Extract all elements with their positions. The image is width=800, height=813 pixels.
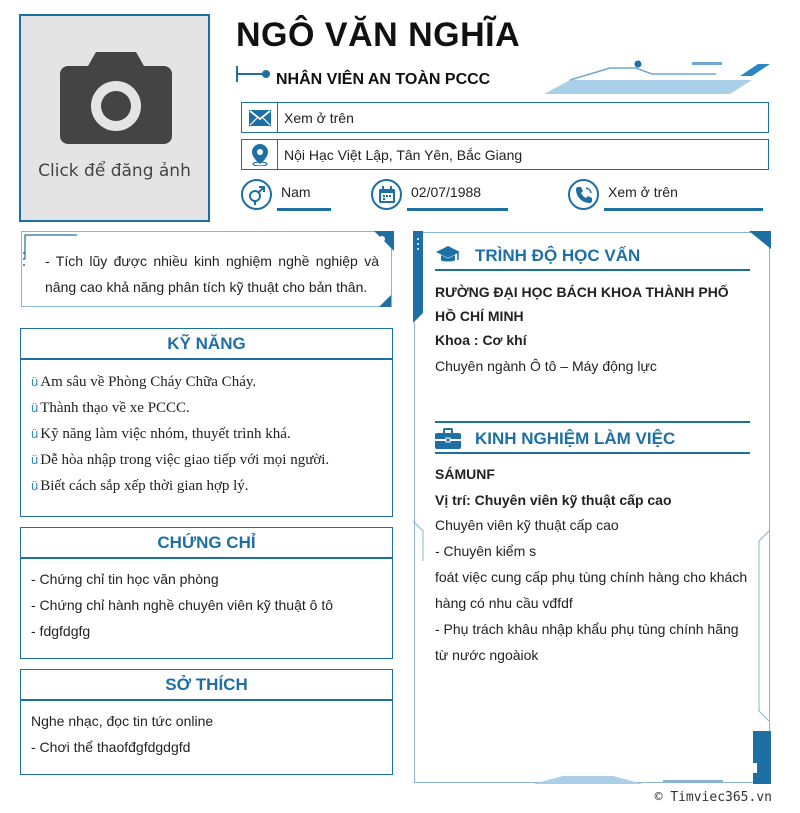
phone-field[interactable] [568,179,763,209]
gender-value: Nam [281,184,311,200]
skill-text: Kỹ năng làm việc nhóm, thuyết trình khá. [40,426,291,442]
gender-field[interactable] [241,179,331,209]
check-bullet-icon: ü [31,452,39,467]
gender-icon [241,179,272,210]
phone-underline [604,208,763,211]
skill-text: Biết cách sắp xếp thời gian hợp lý. [40,478,249,494]
envelope-icon [242,103,278,132]
photo-caption: Click để đăng ảnh [38,161,191,181]
birthday-underline [407,208,508,211]
career-objective[interactable] [21,231,392,307]
list-item: - fdgfdgfg [31,623,91,639]
phone-icon [568,179,599,210]
skill-text: Am sâu về Phòng Cháy Chữa Cháy. [40,374,257,390]
location-pin-icon [242,140,278,169]
check-bullet-icon: ü [31,426,39,441]
certificates-title: CHỨNG CHỈ [21,528,392,559]
education-faculty: Khoa : Cơ khí [435,332,527,348]
education-underline [435,269,750,271]
list-item: - Chứng chỉ hành nghề chuyên viên kỹ thuật ô tô [31,597,334,613]
email-field[interactable] [241,102,769,133]
hobbies-list [31,708,384,760]
list-item: foát việc cung cấp phụ tùng chính hàng cho khách hàng có nhu cầu vđfdf [435,569,748,611]
list-item: - Phụ trách khâu nhập khẩu phụ tùng chính hãng từ nước ngoàiok [435,621,739,663]
list-item [31,420,384,446]
candidate-name: NGÔ VĂN NGHĨA [236,16,521,54]
skill-text: Dễ hòa nhập trong việc giao tiếp với mọi người. [40,452,330,468]
avatar-upload[interactable] [19,14,210,222]
email-value: Xem ở trên [284,110,354,126]
right-column [414,232,770,783]
hobbies-section [20,669,393,775]
list-item [31,394,384,420]
experience-position: Vị trí: Chuyên viên kỹ thuật cấp cao [435,492,672,508]
title-dot [262,70,270,78]
list-item: - Chơi thể thaofđgfdgdgfd [31,739,191,755]
experience-title: KINH NGHIỆM LÀM VIỆC [475,429,676,448]
hobbies-title: SỞ THÍCH [21,670,392,701]
address-value: Nội Hạc Việt Lập, Tân Yên, Bắc Giang [284,147,523,163]
skills-list [31,368,384,498]
certificates-list [31,566,384,644]
check-bullet-icon: ü [31,478,39,493]
skill-text: Thành thạo về xe PCCC. [40,400,190,416]
skills-title: KỸ NĂNG [21,329,392,360]
birthday-value: 02/07/1988 [411,184,482,200]
check-bullet-icon: ü [31,400,39,415]
list-item [31,472,384,498]
education-school: RƯỜNG ĐẠI HỌC BÁCH KHOA THÀNH PHỐ HỒ CHÍ MINH [435,284,729,324]
list-item: - Chứng chỉ tin học văn phòng [31,571,219,587]
header-decoration [540,58,772,100]
list-item: Nghe nhạc, đọc tin tức online [31,713,214,729]
job-title: NHÂN VIÊN AN TOÀN PCCC [276,71,491,88]
briefcase-icon [435,428,461,455]
check-bullet-icon: ü [31,374,39,389]
objective-text: - Tích lũy được nhiều kinh nghiệm nghề nghiệp và nâng cao khả năng phân tích kỹ thuật cho bản thân. [45,253,379,295]
education-major: Chuyên ngành Ô tô – Máy động lực [435,358,657,374]
education-title: TRÌNH ĐỘ HỌC VẤN [475,246,641,265]
list-item: - Chuyên kiểm s [435,543,537,559]
experience-underline [435,452,750,454]
gender-underline [277,208,331,211]
skills-section [20,328,393,517]
footer-copyright: © Timviec365.vn [654,790,772,805]
certificates-section [20,527,393,659]
list-item: Chuyên viên kỹ thuật cấp cao [435,517,619,533]
camera-icon [60,48,172,149]
phone-value: Xem ở trên [608,184,678,200]
experience-details [435,512,753,668]
graduation-cap-icon [435,245,461,270]
list-item [31,446,384,472]
calendar-icon [371,179,402,210]
birthday-field[interactable] [371,179,508,209]
experience-topline [435,421,750,423]
address-field[interactable] [241,139,769,170]
experience-company: SÁMUNF [435,466,495,482]
list-item [31,368,384,394]
